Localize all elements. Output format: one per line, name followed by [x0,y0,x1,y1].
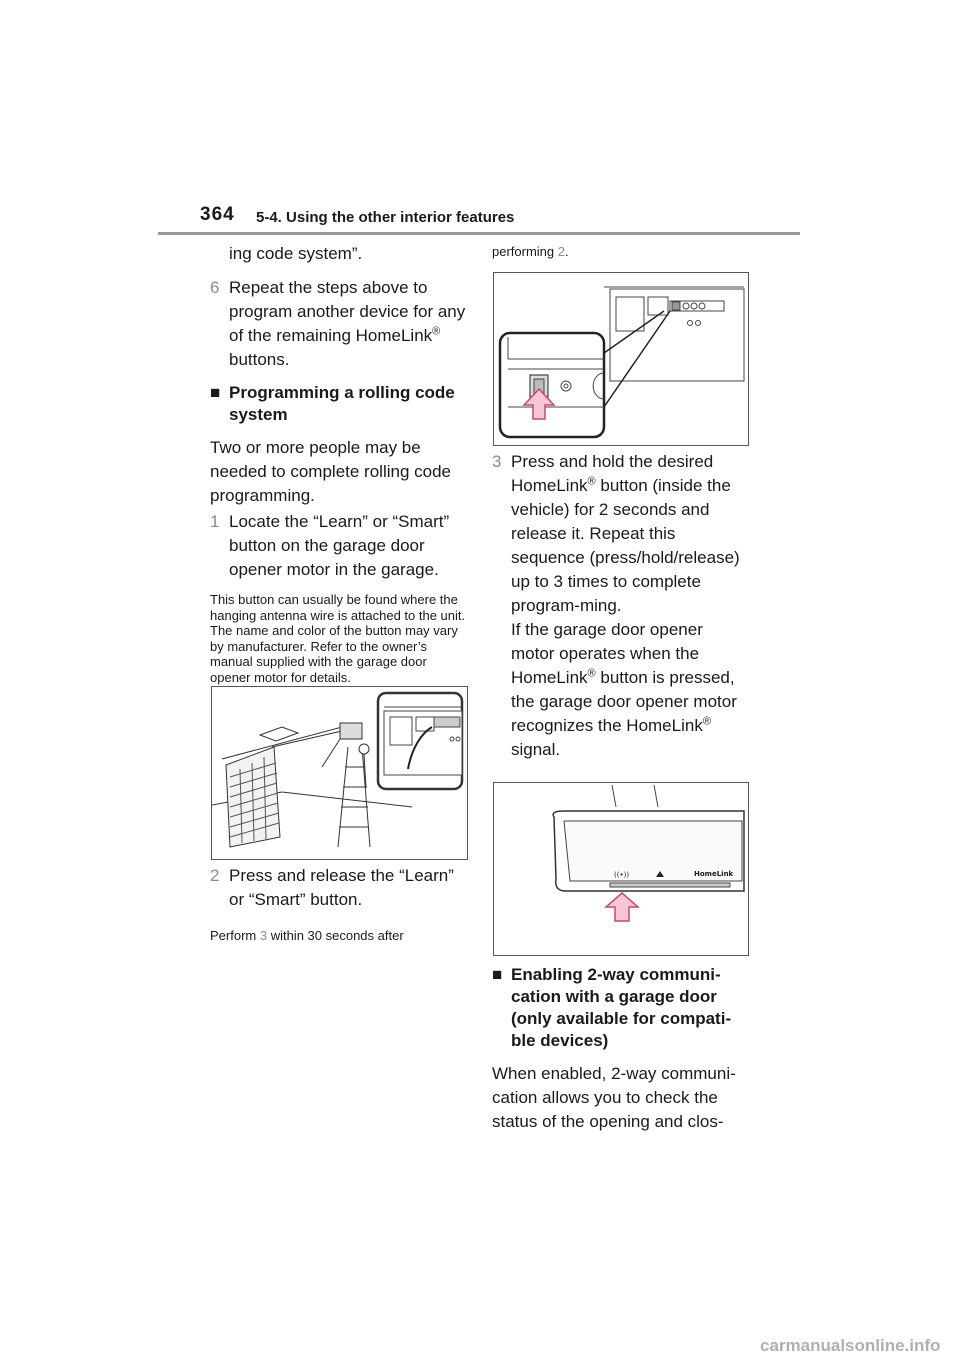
continued-text: ing code system”. [229,244,363,263]
step-ref: 3 [259,928,268,943]
step-6 [210,276,468,372]
step-ref: 2 [557,244,565,259]
step-text: buttons. [229,350,290,369]
step-number: 2 [210,866,220,885]
registered-mark: ® [432,325,441,338]
page-number: 364 [200,204,235,225]
heading-marker: ■ [492,965,503,984]
note-text: within 30 seconds after [267,928,404,943]
registered-mark: ® [587,475,596,488]
step-1 [210,510,468,582]
heading-2way [492,964,750,1052]
note-paragraph: This button can usually be found where the hanging antenna wire is attached to the unit. The name and color of the button may vary by manufacturer. Refer to the owner’s manual supplied with the garage door opener motor for details. [210,592,466,685]
heading-text: Enabling 2-way communi-cation with a garage door (only available for compati-ble devices) [511,965,732,1050]
intro-paragraph: Two or more people may be needed to complete rolling code programming. [210,438,451,505]
step-text: Press and release the “Learn” or “Smart” button. [229,866,454,909]
step-text: If the garage door opener motor operates when the HomeLink [511,620,703,687]
registered-mark: ® [702,715,711,728]
signal-icon: ((•)) [614,871,630,879]
note-text: . [564,244,569,259]
step-3 [492,450,750,762]
heading-text: Programming a rolling code system [229,383,455,424]
right-column-middle [492,450,750,762]
step-text: button (inside the vehicle) for 2 seconds and release it. Repeat this sequence (press/hold/release) up to 3 times to complete program-ming. [511,476,740,615]
paragraph: When enabled, 2-way communi-cation allows you to check the status of the opening and clos- [492,1064,736,1131]
right-column-top [492,244,750,260]
step-text: Press and hold the desired HomeLink [511,452,714,495]
note-paragraph [210,928,468,944]
right-column-bottom [492,964,750,1134]
step-text: Repeat the steps above to program another device for any of the remaining HomeLink [229,278,466,345]
step-text: Locate the “Learn” or “Smart” button on the garage door opener motor in the garage. [229,512,450,579]
step-text: button is pressed, the garage door opener motor recognizes the HomeLink [511,668,737,735]
registered-mark: ® [587,667,596,680]
section-title: 5-4. Using the other interior features [256,209,515,226]
left-column [210,242,468,685]
learn-button-illustration [493,272,749,446]
homelink-label: HomeLink [694,870,734,878]
step-number: 1 [210,512,220,531]
note-text: Perform [210,928,260,943]
step-2 [210,864,468,912]
watermark-footer: carmanualsonline.info [760,1336,941,1355]
garage-illustration [211,686,468,860]
step-number: 6 [210,278,220,297]
mirror-illustration [493,782,749,956]
step-text: signal. [511,740,561,759]
header-rule [158,232,800,235]
left-column-bottom [210,864,468,944]
heading-marker: ■ [210,383,221,402]
step-number: 3 [492,452,502,471]
note-text: performing [492,244,558,259]
note-paragraph [492,244,750,260]
heading-rolling-code [210,382,468,426]
